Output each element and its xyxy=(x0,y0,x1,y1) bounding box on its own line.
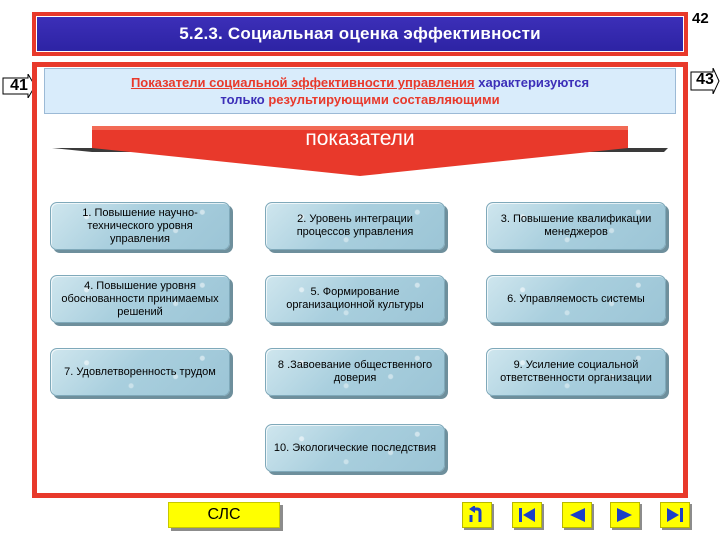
indicator-tile-4: 4. Повышение уровня обоснованности принимаемых решений xyxy=(50,275,230,323)
lead-line-1 xyxy=(131,74,589,91)
lead-verb: характеризуются xyxy=(474,75,590,90)
indicator-tile-6: 6. Управляемость системы xyxy=(486,275,666,323)
first-slide-button[interactable] xyxy=(512,502,542,528)
indicator-tile-2: 2. Уровень интеграции процессов управления xyxy=(265,202,445,250)
lead-result: результирующими составляющими xyxy=(268,92,500,107)
indicators-banner-label: показатели xyxy=(305,127,415,150)
title-inner xyxy=(36,16,684,52)
page-title: 5.2.3. Социальная оценка эффективности xyxy=(179,24,541,43)
lead-statement xyxy=(44,68,676,114)
indicator-tile-3: 3. Повышение квалификации менеджеров xyxy=(486,202,666,250)
return-button[interactable] xyxy=(462,502,492,528)
indicator-tile-5: 5. Формирование организационной культуры xyxy=(265,275,445,323)
indicator-tile-7: 7. Удовлетворенность трудом xyxy=(50,348,230,396)
next-page-link[interactable] xyxy=(690,68,720,92)
next-page-number: 43 xyxy=(696,71,714,88)
first-slide-icon xyxy=(517,506,537,524)
indicator-tile-8: 8 .Завоевание общественного доверия xyxy=(265,348,445,396)
previous-slide-button[interactable] xyxy=(562,502,592,528)
return-icon xyxy=(467,506,487,524)
last-slide-icon xyxy=(665,506,685,524)
prev-page-number: 41 xyxy=(10,77,28,94)
lead-only: только xyxy=(220,92,269,107)
lead-line-2 xyxy=(220,91,499,108)
prev-page-link[interactable] xyxy=(2,74,36,98)
last-slide-button[interactable] xyxy=(660,502,690,528)
next-slide-icon xyxy=(615,506,635,524)
previous-slide-icon xyxy=(567,506,587,524)
title-bar xyxy=(32,12,688,56)
indicator-tile-9: 9. Усиление социальной ответственности организации xyxy=(486,348,666,396)
next-slide-button[interactable] xyxy=(610,502,640,528)
lead-underlined-term: Показатели социальной эффективности управления xyxy=(130,75,475,90)
slc-button[interactable]: СЛС xyxy=(168,502,280,528)
indicator-tile-10: 10. Экологические последствия xyxy=(265,424,445,472)
indicator-tile-1: 1. Повышение научно-технического уровня управления xyxy=(50,202,230,250)
page-number: 42 xyxy=(692,10,709,27)
